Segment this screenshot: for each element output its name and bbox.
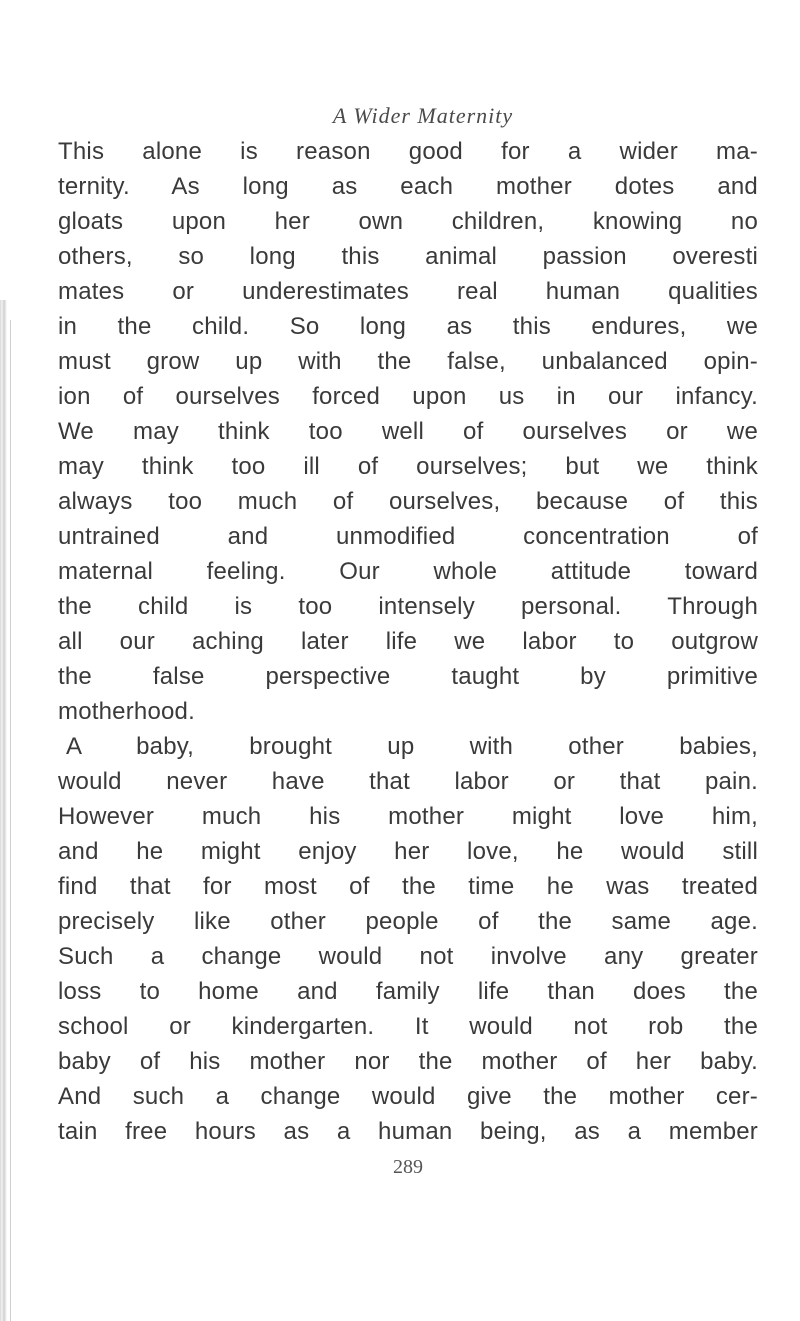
text-line: all our aching later life we labor to outgrow — [58, 628, 758, 655]
text-line: ternity. As long as each mother dotes and — [58, 173, 758, 200]
body-text — [58, 134, 758, 1149]
running-head: A Wider Maternity — [332, 103, 514, 128]
text-line: tain free hours as a human being, as a member — [58, 1118, 758, 1145]
text-line: must grow up with the false, unbalanced opin- — [58, 348, 758, 375]
text-line: and he might enjoy her love, he would still — [58, 838, 758, 865]
text-line: A baby, brought up with other babies, — [66, 733, 758, 760]
page-edge-shadow — [0, 300, 9, 1321]
text-line: ion of ourselves forced upon us in our infancy. — [58, 383, 758, 410]
text-line: However much his mother might love him, — [58, 803, 758, 830]
text-line: gloats upon her own children, knowing no — [58, 208, 758, 235]
page-edge-line — [10, 320, 11, 1321]
text-line: the false perspective taught by primitive — [58, 663, 758, 690]
text-line: This alone is reason good for a wider ma- — [58, 138, 758, 165]
text-line: in the child. So long as this endures, we — [58, 313, 758, 340]
text-line: And such a change would give the mother cer- — [58, 1083, 758, 1110]
text-line: Such a change would not involve any greater — [58, 943, 758, 970]
text-line: precisely like other people of the same age. — [58, 908, 758, 935]
book-page — [58, 100, 758, 1181]
text-line: We may think too well of ourselves or we — [58, 418, 758, 445]
text-line: may think too ill of ourselves; but we think — [58, 453, 758, 480]
text-line: always too much of ourselves, because of this — [58, 488, 758, 515]
text-line: motherhood. — [58, 698, 195, 725]
text-line: others, so long this animal passion overesti — [58, 243, 758, 270]
text-line: mates or underestimates real human qualities — [58, 278, 758, 305]
text-line: maternal feeling. Our whole attitude toward — [58, 558, 758, 585]
text-line: the child is too intensely personal. Through — [58, 593, 758, 620]
text-line: baby of his mother nor the mother of her baby. — [58, 1048, 758, 1075]
text-line: loss to home and family life than does the — [58, 978, 758, 1005]
page-number: 289 — [393, 1156, 423, 1178]
text-line: untrained and unmodified concentration of — [58, 523, 758, 550]
text-line: school or kindergarten. It would not rob the — [58, 1013, 758, 1040]
text-line: would never have that labor or that pain. — [58, 768, 758, 795]
text-line: find that for most of the time he was treated — [58, 873, 758, 900]
